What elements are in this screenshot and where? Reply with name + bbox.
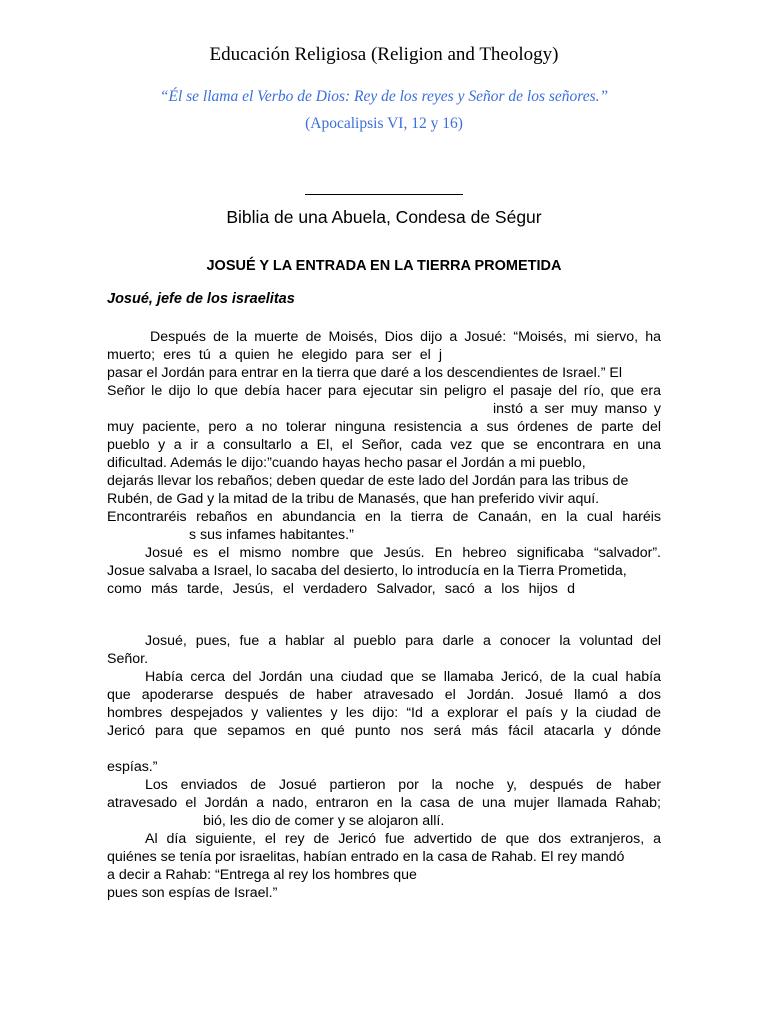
site-header-title: Educación Religiosa (Religion and Theology) — [209, 44, 559, 65]
body-line: Josué, pues, fue a hablar al pueblo para darle a conocer la voluntad del — [145, 633, 661, 649]
body-line: pues son espías de Israel.” — [107, 885, 278, 901]
body-line: pueblo y a ir a consultarlo a El, el Señor, cada vez que se encontrara en una — [107, 437, 661, 453]
body-line: Encontraréis rebaños en abundancia en la tierra de Canaán, en la cual haréis — [107, 509, 661, 525]
body-line: Rubén, de Gad y la mitad de la tribu de Manasés, que han preferido vivir aquí. — [107, 491, 600, 507]
body-line: Después de la muerte de Moisés, Dios dijo a Josué: “Moisés, mi siervo, ha — [150, 329, 661, 345]
body-line: dejarás llevar los rebaños; deben quedar de este lado del Jordán para las tribus de — [107, 473, 629, 489]
body-line: muy paciente, pero a no tolerar ninguna resistencia a sus órdenes de parte del — [107, 419, 661, 435]
body-line: pasar el Jordán para entrar en la tierra que daré a los descendientes de Israel.” El — [107, 365, 622, 381]
body-line: dificultad. Además le dijo:”cuando hayas hecho pasar el Jordán a mi pueblo, — [107, 455, 586, 471]
separator-rule — [305, 194, 463, 195]
body-line: Josué es el mismo nombre que Jesús. En hebreo significaba “salvador”. — [145, 545, 661, 561]
epigraph-citation: (Apocalipsis VI, 12 y 16) — [305, 115, 463, 132]
body-line: instó a ser muy manso y — [493, 401, 661, 417]
body-line: atravesado el Jordán a nado, entraron en la casa de una mujer llamada Rahab; — [107, 795, 661, 811]
body-line: hombres despejados y valientes y les dijo: “Id a explorar el país y la ciudad de — [107, 705, 661, 721]
body-line: quiénes se tenía por israelitas, habían entrado en la casa de Rahab. El rey mandó — [107, 849, 625, 865]
body-line: s sus infames habitantes.” — [189, 527, 354, 543]
body-line: como más tarde, Jesús, el verdadero Salvador, sacó a los hijos d — [107, 581, 575, 597]
body-line: Al día siguiente, el rey de Jericó fue advertido de que dos extranjeros, a — [145, 831, 661, 847]
book-title: Biblia de una Abuela, Condesa de Ségur — [226, 207, 542, 227]
body-line: a decir a Rahab: “Entrega al rey los hombres que — [107, 867, 417, 883]
body-line: que apoderarse después de haber atravesado el Jordán. Josué llamó a dos — [107, 687, 661, 703]
section-title: Josué, jefe de los israelitas — [107, 291, 295, 307]
body-line: espías.” — [107, 759, 158, 775]
body-line: bió, les dio de comer y se alojaron allí. — [203, 813, 445, 829]
chapter-title: JOSUÉ Y LA ENTRADA EN LA TIERRA PROMETIDA — [206, 258, 562, 274]
body-line: Había cerca del Jordán una ciudad que se llamaba Jericó, de la cual había — [145, 669, 661, 685]
body-line: Jericó para que sepamos en qué punto nos será más fácil atacarla y dónde — [107, 723, 661, 739]
body-line: Señor le dijo lo que debía hacer para ejecutar sin peligro el pasaje del río, que era — [107, 383, 661, 399]
body-line: Señor. — [107, 651, 149, 667]
body-line: muerto; eres tú a quien he elegido para ser el j — [107, 347, 442, 363]
body-line: Josue salvaba a Israel, lo sacaba del desierto, lo introducía en la Tierra Prometida, — [107, 563, 627, 579]
body-line: Los enviados de Josué partieron por la noche y, después de haber — [145, 777, 661, 793]
epigraph-quote: “Él se llama el Verbo de Dios: Rey de los reyes y Señor de los señores.” — [159, 88, 609, 105]
